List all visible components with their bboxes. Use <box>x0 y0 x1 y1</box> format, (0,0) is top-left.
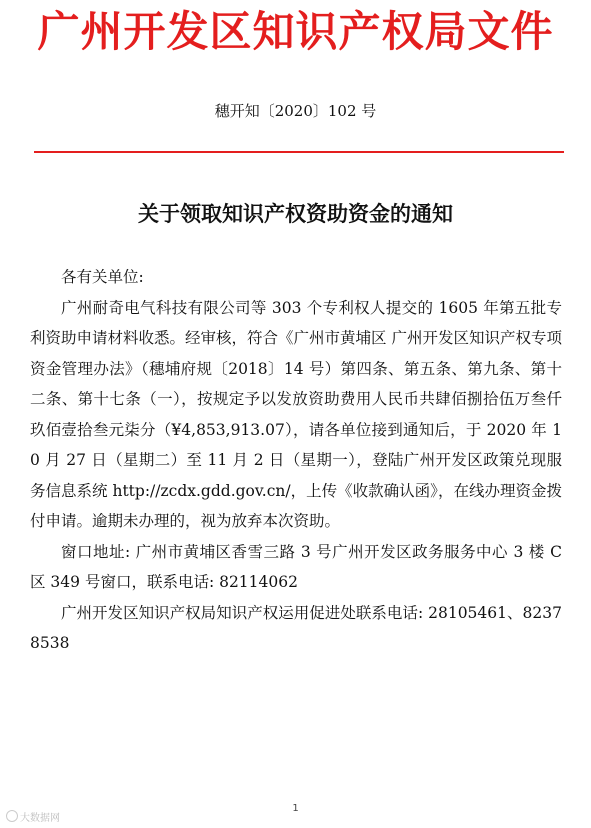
notice-title: 关于领取知识产权资助资金的通知 <box>138 201 453 226</box>
contact-phone-paragraph: 广州开发区知识产权局知识产权运用促进处联系电话: 28105461、82378538 <box>30 603 562 652</box>
salutation-paragraph: 各有关单位: <box>61 268 144 286</box>
watermark-logo-icon <box>6 810 18 822</box>
watermark-text: 大数据网 <box>20 812 60 824</box>
window-address-paragraph: 窗口地址: 广州市黄埔区香雪三路 3 号广州开发区政务服务中心 3 楼 C 区 349 号窗口，联系电话: 82114062 <box>30 542 562 591</box>
main-paragraph: 广州耐奇电气科技有限公司等 303 个专利权人提交的 1605 年第五批专利资助申请材料收悉。经审核，符合《广州市黄埔区 广州开发区知识产权专项资金管理办法》（穗埔府规〔2018〕14 号）第四条、第五条、第九条、第十二条、第十七条（一），按规定予以发放资助费用人民币共肆佰捌拾伍万叁仟玖佰壹拾叁元柒分（¥4,853,913.07），请各单位接到通知后，于 2020 年 10 月 27 日（星期二）至 11 月 2 日（星期一），登陆广州开发区政策兑现服务信息系统 http://zcdx.gdd.gov.cn/，上传《收款确认函》，在线办理资金拨付申请。逾期未办理的，视为放弃本次资助。 <box>30 298 562 530</box>
red-divider-line <box>34 151 564 153</box>
document-number: 穗开知〔2020〕102 号 <box>214 102 377 120</box>
document-header-title: 广州开发区知识产权局文件 <box>37 7 554 56</box>
notice-body <box>30 262 562 659</box>
page-number: 1 <box>292 803 299 814</box>
watermark <box>6 808 60 824</box>
